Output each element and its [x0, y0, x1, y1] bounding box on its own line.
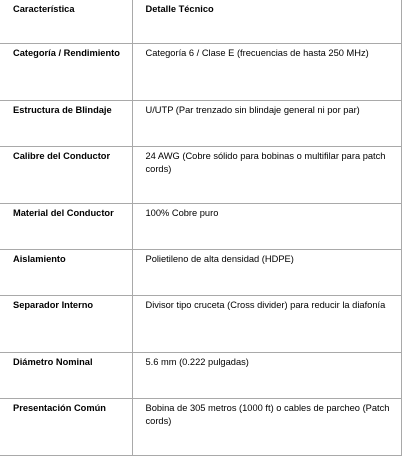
- row-value: 24 AWG (Cobre sólido para bobinas o multifilar para patch cords): [132, 146, 401, 203]
- row-label: Material del Conductor: [0, 203, 132, 249]
- header-detail: Detalle Técnico: [132, 0, 401, 43]
- row-value: Bobina de 305 metros (1000 ft) o cables de parcheo (Patch cords): [132, 398, 401, 455]
- row-value: Divisor tipo cruceta (Cross divider) para reducir la diafonía: [132, 295, 401, 352]
- row-value: 100% Cobre puro: [132, 203, 401, 249]
- row-label: Diámetro Nominal: [0, 352, 132, 398]
- table-row: [0, 249, 401, 295]
- table-row: [0, 203, 401, 249]
- table-row: [0, 146, 401, 203]
- row-label: Aislamiento: [0, 249, 132, 295]
- row-label: Calibre del Conductor: [0, 146, 132, 203]
- row-label: Presentación Común: [0, 398, 132, 455]
- row-label: Estructura de Blindaje: [0, 100, 132, 146]
- table-row: [0, 295, 401, 352]
- row-value: U/UTP (Par trenzado sin blindaje general ni por par): [132, 100, 401, 146]
- row-value: Polietileno de alta densidad (HDPE): [132, 249, 401, 295]
- row-label: Separador Interno: [0, 295, 132, 352]
- table-row: [0, 100, 401, 146]
- table-row: [0, 43, 401, 100]
- table-header-row: [0, 0, 401, 43]
- table-row: [0, 352, 401, 398]
- header-feature: Característica: [0, 0, 132, 43]
- table-row: [0, 398, 401, 455]
- row-label: Categoría / Rendimiento: [0, 43, 132, 100]
- row-value: 5.6 mm (0.222 pulgadas): [132, 352, 401, 398]
- row-value: Categoría 6 / Clase E (frecuencias de hasta 250 MHz): [132, 43, 401, 100]
